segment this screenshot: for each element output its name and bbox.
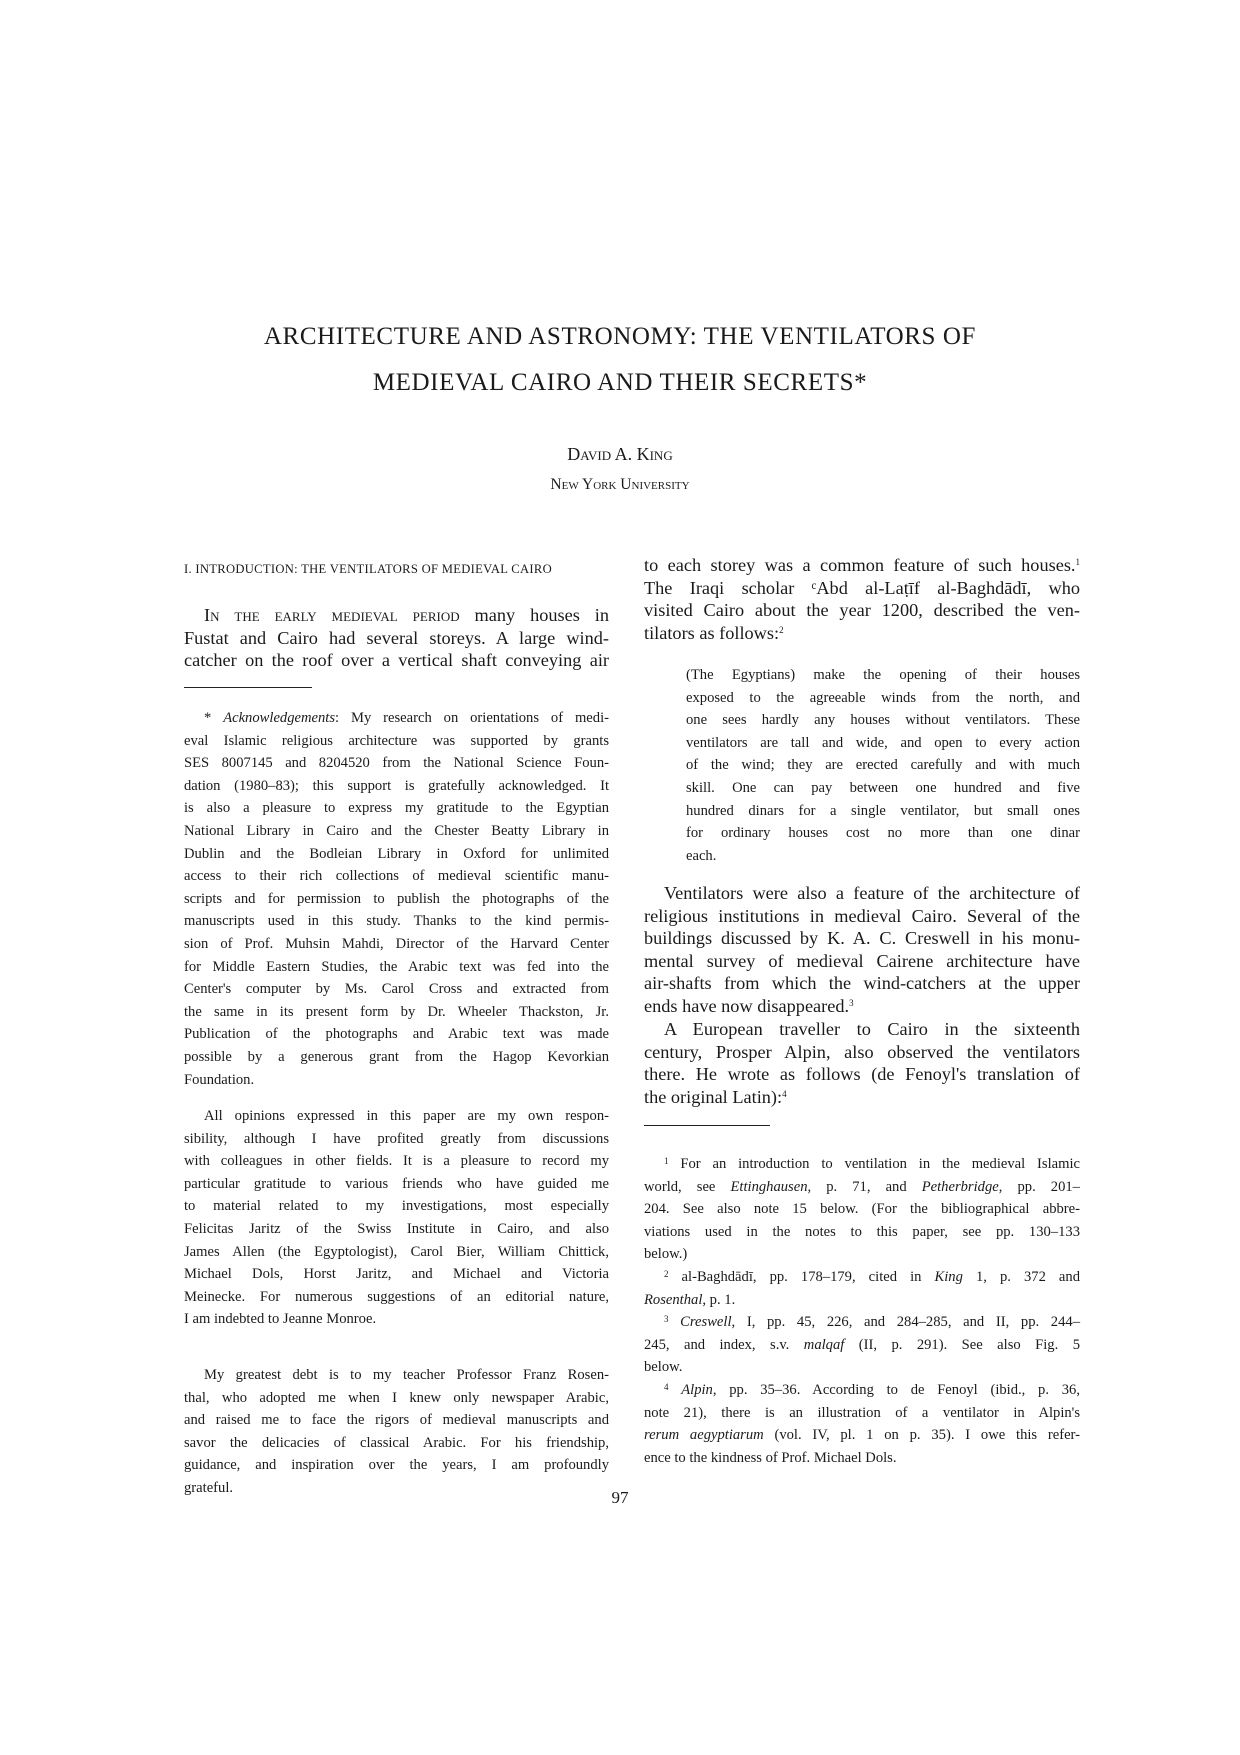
text-segment: 1, p. 372 and [962, 1268, 1080, 1285]
text-line: 204. See also note 15 below. (For the bibliographical abbre- [644, 1201, 1080, 1218]
text-segment: tilators as follows: [644, 622, 780, 643]
text-segment: (II, p. 291). See also Fig. 5 [844, 1336, 1080, 1353]
text-line [644, 622, 1080, 645]
text-line: I am indebted to Jeanne Monroe. [184, 1311, 377, 1328]
ventilators-paragraph [644, 882, 1080, 1018]
text-line [644, 1266, 1080, 1289]
text-line [184, 707, 609, 730]
footnote-rule [644, 1125, 770, 1126]
text-line: Michael Dols, Horst Jaritz, and Michael and Victoria [184, 1266, 609, 1283]
text-segment: , p. 1. [702, 1291, 736, 1308]
text-line [644, 1153, 1080, 1176]
text-segment: al-Baghdādī, pp. 178–179, cited in [668, 1268, 935, 1285]
text-segment: , I, pp. 45, 226, and 284–285, and II, pp. 244– [731, 1314, 1080, 1331]
intro-paragraph [184, 604, 609, 672]
footnote-marker: 4 [664, 1381, 669, 1392]
title-line-1: ARCHITECTURE AND ASTRONOMY: THE VENTILATORS OF [263, 323, 977, 350]
page-number: 97 [611, 1488, 629, 1507]
text-line: Publication of the photographs and Arabic text was made [184, 1026, 609, 1043]
text-line: thal, who adopted me when I knew only newspaper Arabic, [184, 1389, 609, 1406]
text-line [644, 1086, 1080, 1109]
text-line: Center's computer by Ms. Carol Cross and extracted from [184, 981, 609, 998]
text-segment: Ettinghausen [730, 1178, 808, 1195]
opinions-paragraph [184, 1105, 609, 1331]
text-line [644, 1334, 1080, 1357]
text-segment [669, 1382, 682, 1398]
text-line: catcher on the roof over a vertical shaft conveying air [184, 650, 609, 671]
text-line: for ordinary houses cost no more than one dinar [686, 825, 1080, 842]
text-segment: the original Latin): [644, 1086, 783, 1107]
text-line: there. He wrote as follows (de Fenoyl's translation of [644, 1064, 1080, 1085]
text-line: My greatest debt is to my teacher Professor Franz Rosen- [204, 1367, 609, 1383]
text-segment: , pp. 201– [998, 1178, 1080, 1195]
text-line: each. [686, 847, 717, 864]
footnote-2 [644, 1266, 1080, 1311]
text-line: The Iraqi scholar ᶜAbd al-Laṭīf al-Baghdādī, who [644, 577, 1080, 598]
acknowledgements-footnote [184, 707, 609, 1091]
text-line: savor the delicacies of classical Arabic. For his friendship, [184, 1434, 609, 1451]
text-segment: world, see [644, 1178, 731, 1195]
text-segment: : My research on orientations of medi- [335, 710, 609, 726]
text-line: buildings discussed by K. A. C. Creswell in his monu- [644, 928, 1080, 949]
text-line: mental survey of medieval Cairene architecture have [644, 950, 1080, 971]
text-segment: 245, and index, s.v. [644, 1336, 804, 1353]
author: David A. King [567, 444, 673, 464]
text-line: National Library in Cairo and the Chester Beatty Library in [184, 822, 609, 839]
footnote-marker: 1 [1075, 557, 1080, 567]
text-line: Foundation. [184, 1071, 255, 1088]
block-quote [686, 664, 1080, 867]
text-line: particular gratitude to various friends who have guided me [184, 1175, 609, 1192]
footnote-rule [184, 687, 312, 688]
text-line: one sees hardly any houses without ventilators. These [686, 712, 1080, 729]
text-line: below.) [644, 1246, 688, 1263]
text-line: century, Prosper Alpin, also observed the ventilators [644, 1041, 1080, 1062]
debt-paragraph [184, 1364, 609, 1500]
text-segment: , pp. 35–36. According to de Fenoyl (ibid., p. 36, [712, 1381, 1080, 1398]
text-line: and raised me to face the rigors of medieval manuscripts and [184, 1412, 609, 1429]
text-segment [669, 1314, 681, 1330]
title-line-2: MEDIEVAL CAIRO AND THEIR SECRETS* [372, 369, 868, 396]
text-line [644, 1379, 1080, 1402]
text-line: viations used in the notes to this paper, see pp. 130–133 [644, 1223, 1080, 1240]
text-line [184, 604, 609, 627]
text-line: sion of Prof. Muhsin Mahdi, Director of the Harvard Center [184, 935, 609, 952]
text-line: access to their rich collections of medieval scientific manu- [184, 868, 609, 885]
text-segment: Petherbridge [921, 1178, 999, 1195]
text-line: Ventilators were also a feature of the architecture of [664, 883, 1080, 903]
footnotes [644, 1153, 1080, 1469]
text-line: Meinecke. For numerous suggestions of an editorial nature, [184, 1288, 609, 1305]
text-line: ventilators are tall and wide, and open to every action [686, 734, 1080, 751]
text-segment: Creswell [680, 1314, 732, 1331]
text-line: ence to the kindness of Prof. Michael Dols. [644, 1449, 897, 1466]
text-line: air-shafts from which the wind-catchers at the upper [644, 973, 1080, 994]
text-line: religious institutions in medieval Cairo. Several of the [644, 905, 1080, 926]
european-paragraph [644, 1018, 1080, 1108]
section-heading: I. INTRODUCTION: THE VENTILATORS OF MEDIEVAL CAIRO [184, 562, 552, 576]
text-segment: In the early medieval period [204, 605, 460, 625]
text-line [644, 1289, 1080, 1312]
text-line: for Middle Eastern Studies, the Arabic text was fed into the [184, 958, 609, 975]
footnote-marker: 2 [779, 624, 784, 635]
text-segment: King [934, 1268, 963, 1285]
text-segment: For an introduction to ventilation in the medieval Islamic [668, 1156, 1080, 1172]
text-line: with colleagues in other fields. It is a pleasure to record my [184, 1153, 609, 1170]
text-line: eval Islamic religious architecture was supported by grants [184, 732, 609, 749]
text-line: (The Egyptians) make the opening of their houses [686, 667, 1080, 683]
footnote-3 [644, 1311, 1080, 1379]
text-line: guidance, and inspiration over the years, I am profoundly [184, 1457, 609, 1474]
footnote-marker: 3 [849, 997, 854, 1008]
text-line: Fustat and Cairo had several storeys. A large wind- [184, 627, 609, 648]
text-line: A European traveller to Cairo in the sixteenth [664, 1019, 1080, 1039]
footnote-1 [644, 1153, 1080, 1266]
text-segment: to each storey was a common feature of such houses. [644, 555, 1076, 575]
footnote-marker: 2 [664, 1268, 669, 1279]
text-line: skill. One can pay between one hundred and five [686, 779, 1080, 796]
text-line: hundred dinars for a single ventilator, but small ones [686, 802, 1080, 819]
text-line: Felicitas Jaritz of the Swiss Institute in Cairo, and also [184, 1220, 609, 1237]
text-line: exposed to the agreeable winds from the north, and [686, 689, 1080, 706]
text-line [644, 995, 1080, 1018]
text-line: SES 8007145 and 8204520 from the National Science Foun- [184, 755, 609, 772]
text-segment: many houses in [459, 605, 610, 625]
text-line: of the wind; they are erected carefully and with much [686, 757, 1080, 774]
text-line: All opinions expressed in this paper are my own respon- [204, 1108, 609, 1124]
text-segment: rerum aegyptiarum [644, 1427, 764, 1444]
text-line: the same in its present form by Dr. Wheeler Thackston, Jr. [184, 1003, 609, 1020]
text-line [644, 1424, 1080, 1447]
text-segment: malqaf [803, 1336, 845, 1353]
text-line: below. [644, 1359, 683, 1376]
text-line: dation (1980–83); this support is gratefully acknowledged. It [184, 777, 609, 794]
footnote-marker: 1 [664, 1156, 669, 1166]
text-line: is also a pleasure to express my gratitude to the Egyptian [184, 800, 609, 817]
text-line [644, 1311, 1080, 1334]
footnote-marker: 3 [664, 1314, 669, 1325]
text-line: Dublin and the Bodleian Library in Oxford for unlimited [184, 845, 609, 862]
footnote-marker: 4 [782, 1088, 787, 1099]
text-line: note 21), there is an illustration of a ventilator in Alpin's [644, 1404, 1080, 1421]
text-segment: (vol. IV, pl. 1 on p. 35). I owe this refer- [763, 1427, 1080, 1444]
text-line: to material related to my investigations, most especially [184, 1198, 609, 1215]
text-line: James Allen (the Egyptologist), Carol Bier, William Chittick, [184, 1243, 609, 1260]
text-line: manuscripts used in this study. Thanks to the kind permis- [184, 913, 609, 930]
text-line: visited Cairo about the year 1200, described the ven- [644, 600, 1080, 621]
text-segment: Alpin [681, 1381, 713, 1398]
text-segment: Acknowledgements [223, 710, 336, 726]
continuation-paragraph [644, 554, 1080, 644]
text-line: possible by a generous grant from the Hagop Kevorkian [184, 1048, 609, 1065]
text-line: grateful. [184, 1479, 234, 1496]
text-segment: , p. 71, and [807, 1178, 922, 1195]
text-line [644, 1176, 1080, 1199]
affiliation: New York University [550, 476, 690, 493]
text-line: scripts and for permission to publish the photographs of the [184, 890, 609, 907]
text-line: sibility, although I have profited greatly from discussions [184, 1130, 609, 1147]
footnote-4 [644, 1379, 1080, 1469]
text-segment: ends have now disappeared. [644, 995, 850, 1016]
text-segment: Rosenthal [644, 1291, 703, 1308]
text-line [644, 554, 1080, 577]
text-segment: * [204, 710, 224, 726]
